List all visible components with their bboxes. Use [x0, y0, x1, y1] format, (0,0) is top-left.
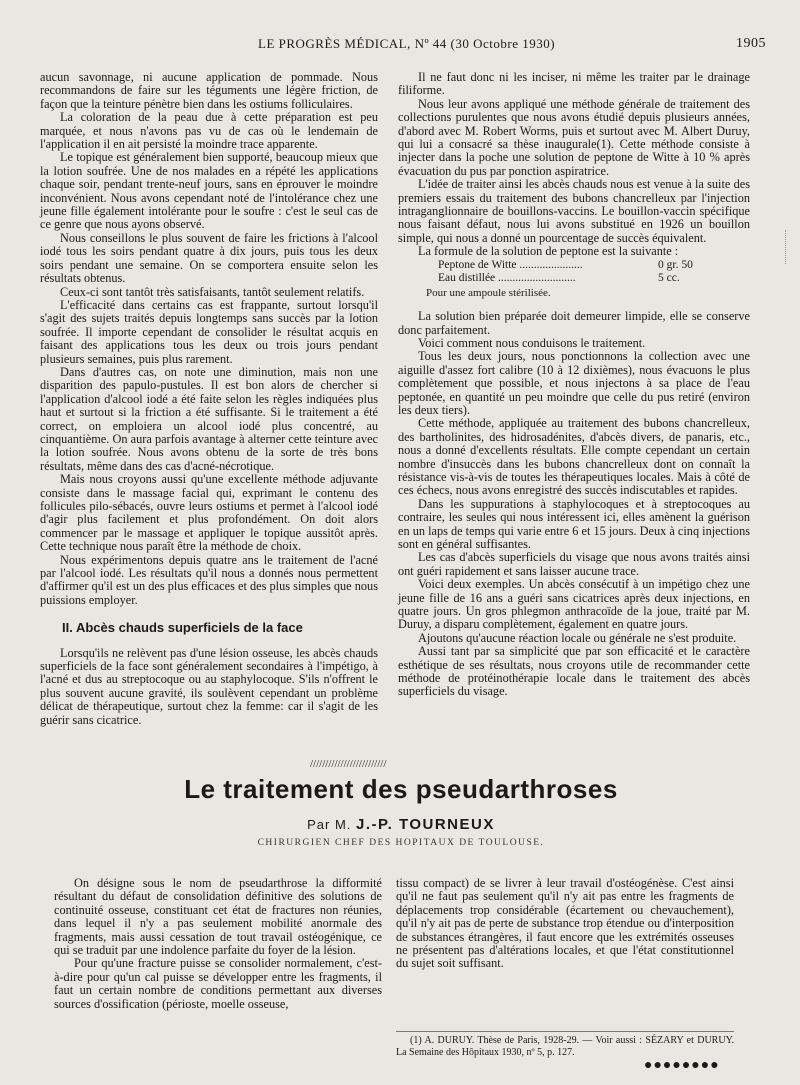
section-heading: II. Abcès chauds superficiels de la face — [62, 620, 303, 636]
formula-ingredient: Peptone de Witte ...................... — [438, 258, 583, 271]
formula-quantity: 5 cc. — [658, 271, 680, 284]
paragraph: L'idée de traiter ainsi les abcès chauds nous est venue à la suite des premiers essais du traitement des bubons chancrelleux par l'injection intraganglionnaire de bouillons-vaccins. Le bouillon-vaccin spécifique nous faisant défaut, nous lui avons substitué en 1926 un bouillon simple, qui nous a donné un pourcentage de succès équivalent. — [398, 177, 750, 245]
left-column-top — [40, 71, 378, 727]
paragraph: Pour qu'une fracture puisse se consolider normalement, c'est-à-dire pour qu'un cal puisse se développer entre les fragments, il faut un certain nombre de conditions permettant aux diverses sources d'ossification (périoste, moelle osseuse, — [54, 956, 382, 1011]
paragraph: La coloration de la peau due à cette préparation est peu marquée, et nous n'avons pas vu de cas où le lendemain de l'application il en ait persisté la moindre trace apparente. — [40, 110, 378, 152]
paragraph: Dans les suppurations à staphylocoques et à streptocoques au contraire, les seules qui nous intéressent ici, elles amènent la guérison en un laps de temps qui varie entre 6 et 15 jours. Deux à cinq injections sont en général suffisantes. — [398, 496, 750, 551]
paragraph: Nous expérimentons depuis quatre ans le traitement de l'acné par l'alcool iodé. Les résultats qu'il nous a donnés nous permettent d'affirmer qu'il est un des plus efficaces et des plus simples que nous puissions employer. — [40, 552, 378, 607]
paragraph: La solution bien préparée doit demeurer limpide, elle se conserve donc parfaitement. — [398, 309, 750, 337]
article-title: Le traitement des pseudarthroses — [184, 774, 618, 804]
page-number: 1905 — [736, 36, 766, 51]
right-column-top — [398, 71, 750, 699]
end-ornament: ●●●●●●●● — [644, 1058, 720, 1073]
paragraph: Cette méthode, appliquée au traitement des bubons chancrelleux, des bartholinites, des hidrosadénites, d'abcès divers, de panaris, etc., nous a donné d'excellents résultats. Elle compte cependant un certain nombre d'insuccès dans les bubons chancrelleux dont on connaît la résistance vis-à-vis de toutes les thérapeutiques locales. Mais à côté de ces échecs, nous avons enregistré des succès indiscutables et rapides. — [398, 416, 750, 498]
paragraph: Mais nous croyons aussi qu'une excellente méthode adjuvante consiste dans le massage facial qui, exprimant le contenu des follicules pilo-sébacés, ouvre leurs ostiums et permet à l'alcool iodé d'agir plus facilement et plus profondément. On doit alors commencer par le massage et appliquer le topique aussitôt après. Cette technique nous paraît être la méthode de choix. — [40, 472, 378, 554]
footnote-divider — [396, 1031, 734, 1032]
paragraph: Ceux-ci sont tantôt très satisfaisants, tantôt seulement relatifs. — [60, 284, 365, 299]
paragraph: Le topique est généralement bien supporté, beaucoup mieux que la lotion soufrée. Une de nos malades en a répété les applications chaque soir, pendant trente-neuf jours, sans en éprouver le moindre inconvénient. Nous avons cependant noté de l'intolérance chez une jeune fille également intolérante pour le soufre : c'est le seul cas de ce genre que nous ayons observé. — [40, 150, 378, 232]
paragraph: Les cas d'abcès superficiels du visage que nous avons traités ainsi ont guéri rapidement et sans laisser aucune trace. — [398, 550, 750, 578]
paragraph: On désigne sous le nom de pseudarthrose la difformité résultant du défaut de consolidation définitive des solutions de continuité osseuse, constituant cet état de fractures non réunies, dans lequel il n'y a pas seulement mobilité anormale des fragments, mais aussi cessation de tout travail ostéogénique, ce qui se traduit par une indolence parfaite du foyer de la lésion. — [54, 876, 382, 958]
paragraph: Voici deux exemples. Un abcès consécutif à un impétigo chez une jeune fille de 16 ans a guéri sans cicatrices après deux injections, en quatre jours. Un gros phlegmon anthracoïde de la joue, traité par M. Duruy, a disparu complètement, également en quatre jours. — [398, 577, 750, 632]
paragraph: Lorsqu'ils ne relèvent pas d'une lésion osseuse, les abcès chauds superficiels de la face sont généralement secondaires à l'impétigo, à l'acné et dus au streptocoque ou au staphylocoque. S'ils n'offrent le plus souvent aucune gravité, ils soulèvent cependant un problème délicat de thérapeutique, surtout chez la femme: car il s'agit de les guérir sans cicatrice. — [40, 645, 378, 727]
paragraph: Voici comment nous conduisons le traitement. — [418, 335, 646, 350]
paragraph: Aussi tant par sa simplicité que par son efficacité et le caractère esthétique de ses résultats, nous croyons utile de recommander cette méthode de protéinothérapie locale dans le traitement des abcès superficiels du visage. — [398, 644, 750, 699]
formula-intro: La formule de la solution de peptone est la suivante : — [418, 244, 679, 259]
formula-quantity: 0 gr. 50 — [658, 258, 693, 271]
paragraph: Nous leur avons appliqué une méthode générale de traitement des collections purulentes que nous avons étudié depuis plusieurs années, d'abord avec M. Robert Worms, puis et surtout avec M. Albert Duruy, qui lui a consacré sa thèse inaugurale(1). Cette méthode consiste à injecter dans la poche une solution de peptone de Witte à 10 % après évacuation du pus par ponction aspiratrice. — [398, 96, 750, 178]
right-column-bottom — [396, 877, 734, 971]
formula-row — [438, 259, 750, 272]
paragraph: Tous les deux jours, nous ponctionnons la collection avec une aiguille d'assez fort calibre (10 à 12 dixièmes), nous évacuons le plus complètement que possible, et nous injectons à sa place de l'eau peptonée, en quantité un peu moindre que celle du pus retiré (environ les deux tiers). — [398, 349, 750, 417]
formula-row — [438, 272, 750, 285]
paragraph: aucun savonnage, ni aucune application de pommade. Nous recommandons de faire sur les téguments une légère friction, de façon que la teinture pénètre bien dans les ostiums folliculaires. — [40, 70, 378, 111]
byline-prefix: Par M. — [307, 817, 352, 832]
paragraph: L'efficacité dans certains cas est frappante, surtout lorsqu'il s'agit des sujets traités depuis longtemps sans succès par la lotion soufrée. Il importe cependant de consolider le résultat acquis en faisant des applications tous les deux ou trois jours pendant plusieurs semaines, puis plus rarement. — [40, 297, 378, 366]
left-column-bottom — [54, 877, 382, 1011]
section-separator: ///////////////////////// — [310, 758, 387, 770]
paragraph: tissu compact) de se livrer à leur travail d'ostéogénèse. C'est ainsi qu'il ne faut pas seulement qu'il n'y ait pas entre les fragments de déplacements trop considérable (écartement ou chevauchement), qu'il n'y ait pas de perte de substance trop étendue ou d'interposition de substances étrangères, il faut encore que les extrémités osseuses ne présentent pas d'altérations locales, et que l'état constitutionnel du sujet soit suffisant. — [396, 876, 734, 971]
author-name: J.-P. TOURNEUX — [356, 816, 495, 833]
paragraph: Nous conseillons le plus souvent de faire les frictions à l'alcool iodé tous les soirs pendant quatre à dix jours, puis tous les deux soirs pendant une semaine. On se comportera ensuite selon les résultats obtenus. — [40, 230, 378, 286]
paragraph: Ajoutons qu'aucune réaction locale ou générale ne s'est produite. — [418, 630, 737, 645]
running-title: LE PROGRÈS MÉDICAL, Nº 44 (30 Octobre 1930) — [258, 36, 556, 51]
page-header — [30, 30, 770, 54]
margin-mark — [785, 230, 790, 264]
byline — [40, 816, 762, 833]
author-affiliation: CHIRURGIEN CHEF DES HOPITAUX DE TOULOUSE. — [257, 838, 545, 848]
paragraph: Dans d'autres cas, on note une diminution, mais non une disparition des papulo-pustules. Il est bon alors de chercher si l'application d'alcool iodé a été faite selon les règles indiquées plus haut et surtout si la friction a été suffisante. Si le traitement a été correct, on emploiera un alcool iodé plus concentré, au cinquantième. On aura parfois avantage à alterner cette teinture avec la lotion soufrée. Nous avons obtenu de la sorte de très bons résultats, même dans des cas d'acné-nécrotique. — [40, 364, 378, 473]
formula-ingredient: Eau distillée ........................... — [438, 271, 576, 284]
footnote: (1) A. DURUY. Thèse de Paris, 1928-29. — Voir aussi : SÉZARY et DURUY. La Semaine des Hôpitaux 1930, nº 5, p. 127. — [396, 1035, 734, 1058]
paragraph: Il ne faut donc ni les inciser, ni même les traiter par le drainage filiforme. — [398, 70, 750, 98]
formula-note: Pour une ampoule stérilisée. — [426, 286, 551, 299]
